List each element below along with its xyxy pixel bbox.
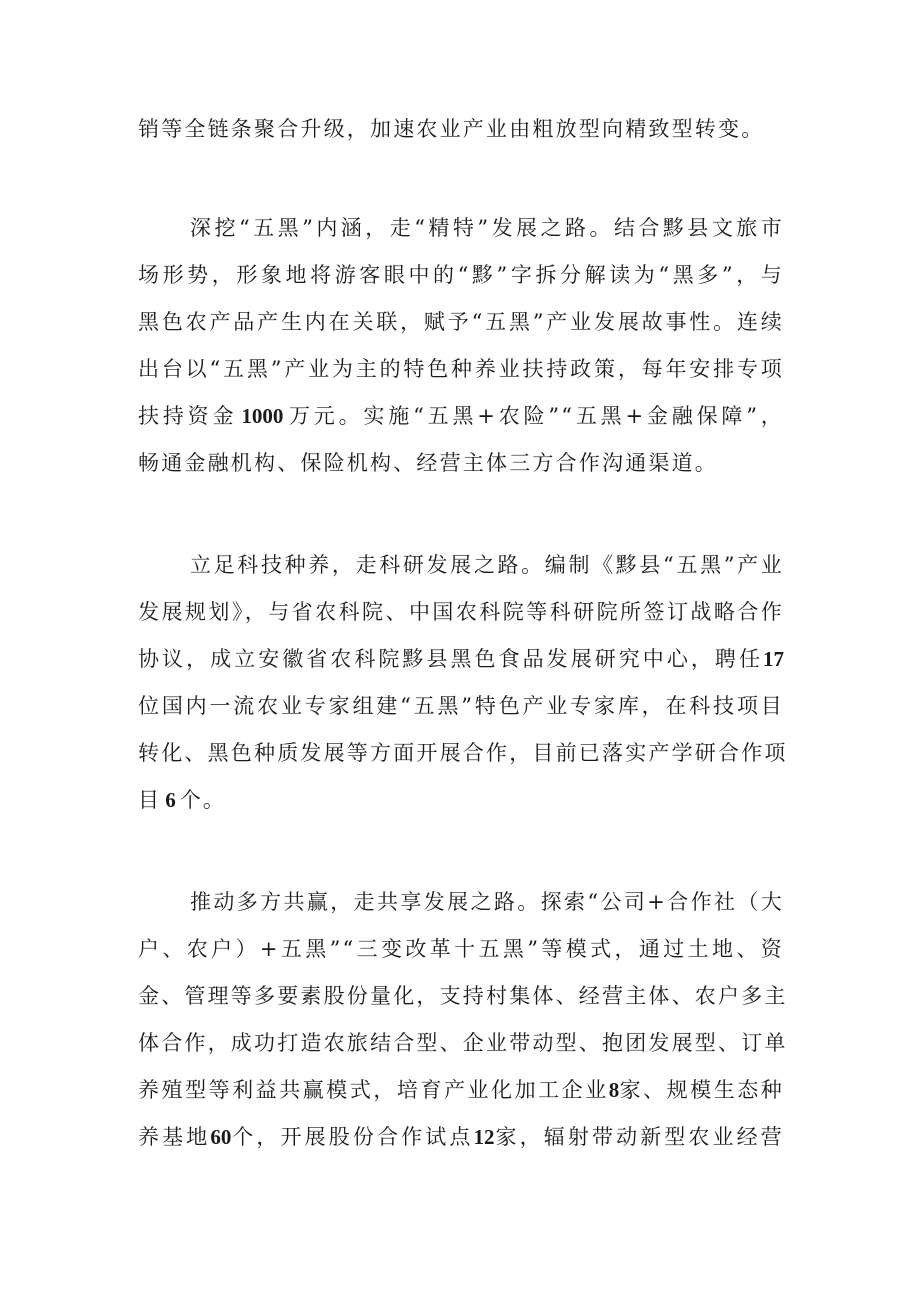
pilot-count: 12	[473, 1125, 495, 1149]
paragraph-4-line-5	[138, 1072, 784, 1108]
text-segment: 养殖型等利益共赢模式，培育产业化加工企业	[138, 1078, 609, 1102]
paragraph-3-line-6	[138, 782, 784, 818]
paragraph-2-line-6: 畅通金融机构、保险机构、经营主体三方合作沟通渠道。	[138, 451, 718, 475]
text-segment: 个。	[179, 788, 227, 812]
paragraph-4-line-2: 户、农户）+五黑”“三变改革十五黑”等模式，通过土地、资	[138, 937, 784, 961]
paragraph-3-line-1: 立足科技种养，走科研发展之路。编制《黟县“五黑”产业	[190, 553, 784, 577]
text-segment: 养基地	[138, 1125, 211, 1149]
project-count: 6	[165, 788, 176, 812]
enterprise-count: 8	[608, 1078, 620, 1102]
paragraph-4-line-3: 金、管理等多要素股份量化，支持村集体、经营主体、农户多主	[138, 984, 788, 1008]
text-segment: 扶持资金	[138, 404, 238, 428]
paragraph-2-line-3: 黑色农产品产生内在关联，赋予“五黑”产业发展故事性。连续	[138, 310, 784, 334]
paragraph-1-line-1: 销等全链条聚合升级，加速农业产业由粗放型向精致型转变。	[138, 117, 765, 141]
paragraph-2-line-1: 深挖“五黑”内涵，走“精特”发展之路。结合黟县文旅市	[190, 216, 784, 240]
paragraph-2-line-2: 场形势，形象地将游客眼中的“黟”字拆分解读为“黑多”，与	[138, 263, 784, 287]
amount-number: 1000	[241, 404, 284, 428]
paragraph-2-line-5	[138, 398, 784, 434]
expert-count: 17	[763, 647, 784, 671]
base-count: 60	[210, 1125, 232, 1149]
paragraph-4-line-6	[138, 1119, 784, 1155]
text-segment: 目	[138, 788, 162, 812]
text-segment: 家、规模生态种	[619, 1078, 784, 1102]
paragraph-3-line-5: 转化、黑色种质发展等方面开展合作，目前已落实产学研合作项	[138, 741, 788, 765]
paragraph-4-line-1: 推动多方共赢，走共享发展之路。探索“公司+合作社（大	[190, 890, 784, 914]
paragraph-4-line-4: 体合作，成功打造农旅结合型、企业带动型、抱团发展型、订单	[138, 1031, 788, 1055]
paragraph-3-line-4: 位国内一流农业专家组建“五黑”特色产业专家库，在科技项目	[138, 694, 784, 718]
text-segment: 个，开展股份合作试点	[231, 1125, 474, 1149]
paragraph-2-line-4: 出台以“五黑”产业为主的特色种养业扶持政策，每年安排专项	[138, 357, 784, 381]
paragraph-3-line-3	[138, 641, 784, 677]
text-segment: 万元。实施“五黑+农险”“五黑+金融保障”，	[287, 404, 784, 428]
text-segment: 家，辐射带动新型农业经营	[494, 1125, 784, 1149]
text-segment: 协议，成立安徽省农科院黟县黑色食品发展研究中心，聘任	[138, 647, 763, 671]
paragraph-3-line-2: 发展规划》，与省农科院、中国农科院等科研院所签订战略合作	[138, 600, 784, 624]
